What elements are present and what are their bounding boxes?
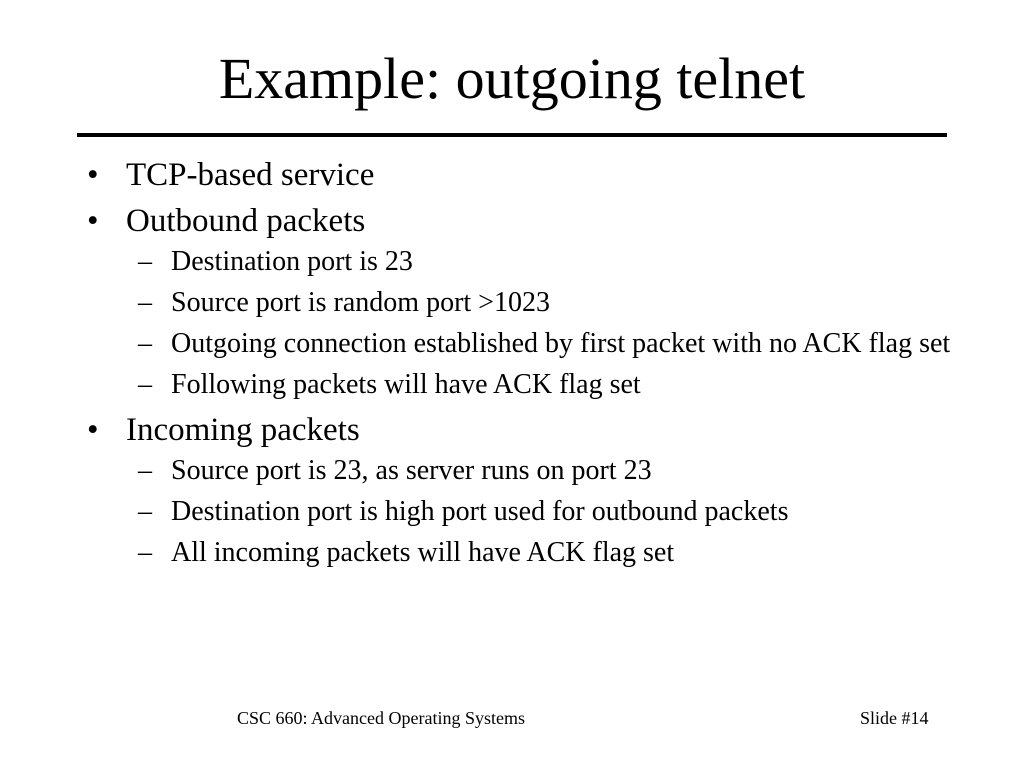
sub-bullet-item: [0, 455, 1024, 487]
bullet-text: TCP-based service: [126, 157, 375, 193]
bullet-item: [0, 152, 1024, 198]
sub-bullet-marker: –: [138, 369, 152, 400]
sub-bullet-item: [0, 287, 1024, 319]
bullet-text: Incoming packets: [126, 412, 360, 448]
bullet-item: [0, 198, 1024, 244]
bullet-marker: •: [87, 203, 99, 239]
sub-bullet-marker: –: [138, 246, 152, 277]
footer-slide-number: Slide #14: [860, 708, 929, 728]
sub-bullet-text: All incoming packets will have ACK flag set: [171, 537, 675, 568]
sub-bullet-item: [0, 537, 1024, 569]
sub-bullet-item: [0, 328, 1024, 360]
sub-bullet-marker: –: [138, 537, 152, 568]
sub-bullet-marker: –: [138, 287, 152, 318]
slide-title: Example: outgoing telnet: [218, 46, 806, 111]
sub-bullet-text: Destination port is high port used for outbound packets: [171, 496, 789, 527]
sub-bullet-item: [0, 496, 1024, 528]
sub-bullet-item: [0, 246, 1024, 278]
bullet-item: [0, 407, 1024, 453]
sub-bullet-text: Following packets will have ACK flag set: [171, 369, 641, 400]
bullet-marker: •: [87, 412, 99, 448]
sub-bullet-text: Destination port is 23: [171, 246, 413, 277]
sub-bullet-marker: –: [138, 455, 152, 486]
sub-bullet-marker: –: [138, 496, 152, 527]
sub-bullet-text: Outgoing connection established by first packet with no ACK flag set: [171, 328, 951, 359]
title-divider: [77, 133, 947, 137]
bullet-text: Outbound packets: [126, 203, 366, 239]
sub-bullet-item: [0, 369, 1024, 401]
sub-bullet-text: Source port is random port >1023: [171, 287, 550, 318]
sub-bullet-text: Source port is 23, as server runs on port 23: [171, 455, 652, 486]
bullet-marker: •: [87, 157, 99, 193]
sub-bullet-marker: –: [138, 328, 152, 359]
footer-course: CSC 660: Advanced Operating Systems: [237, 708, 525, 728]
bullet-list: [0, 152, 1024, 569]
